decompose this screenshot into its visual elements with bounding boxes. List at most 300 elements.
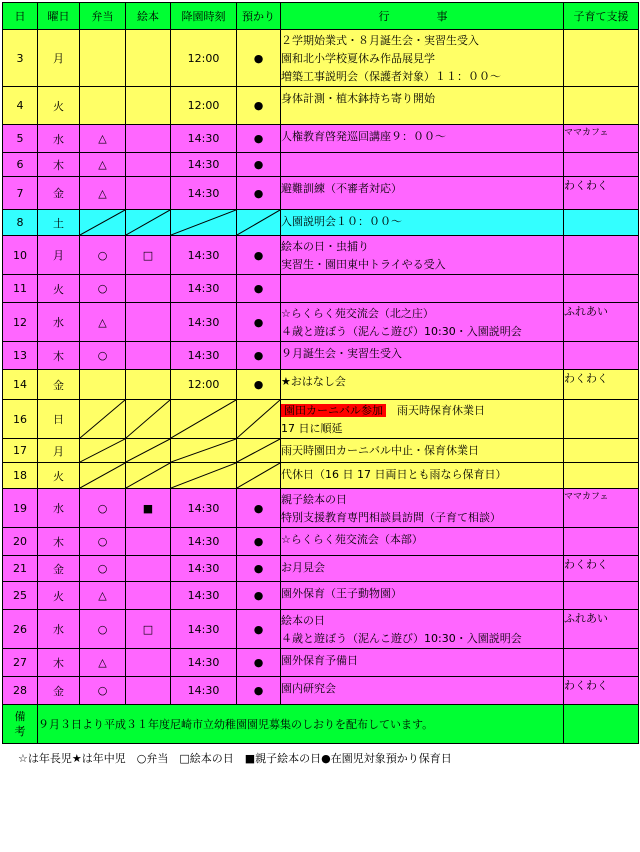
weekday-cell-text: 水 [53,132,64,146]
childcare-cell [237,236,281,275]
day-cell-text: 28 [13,684,27,697]
bento-cell-text: ○ [97,622,108,636]
parenting-support-cell [564,303,639,342]
weekday-cell [38,342,80,370]
event-line [281,402,563,420]
bento-cell-text: ○ [97,562,108,575]
events-cell [281,370,564,400]
day-cell-text: 26 [13,622,27,636]
weekday-cell-text: 火 [53,99,64,113]
weekday-cell-text: 木 [53,535,64,549]
weekday-cell-text: 月 [53,249,64,262]
dismissal-time-cell [171,303,237,342]
diagonal-line-stroke [126,439,170,462]
childcare-cell-text: ● [253,501,264,515]
day-cell-text: 25 [13,589,27,602]
diagonal-line-stroke [80,210,125,235]
bento-cell [80,177,126,210]
diagonal-line [171,210,236,235]
day-cell [3,303,38,342]
events-cell [281,87,564,125]
diagonal-line [80,439,125,462]
schedule-row [3,528,639,556]
events-cell [281,400,564,439]
day-cell [3,556,38,582]
schedule-row [3,463,639,489]
bento-cell [80,125,126,153]
day-cell [3,125,38,153]
dismissal-time-cell [171,275,237,303]
parenting-support-cell [564,177,639,210]
events-cell [281,582,564,610]
remarks-label [3,705,38,744]
header-events: 行 事 [281,3,564,30]
event-highlight: 園田カーニバル参加 [281,404,386,417]
childcare-cell [237,400,281,439]
events-cell [281,275,564,303]
dismissal-time-cell [171,342,237,370]
childcare-cell [237,556,281,582]
picture-book-cell [126,528,171,556]
weekday-cell [38,153,80,177]
parenting-support-cell [564,463,639,489]
schedule-row [3,303,639,342]
parenting-support-text: ママカフェ [564,492,609,502]
events-cell [281,30,564,87]
childcare-cell-text: ● [253,99,264,112]
childcare-cell-text: ● [253,535,264,548]
event-line [281,278,563,296]
weekday-cell-text: 金 [53,378,64,392]
day-cell [3,610,38,649]
day-cell-text: 18 [13,469,27,482]
day-cell [3,87,38,125]
dismissal-time-cell [171,177,237,210]
schedule-row [3,342,639,370]
schedule-row [3,177,639,210]
bento-cell-text: ○ [97,684,108,697]
weekday-cell [38,125,80,153]
dismissal-time-cell [171,87,237,125]
weekday-cell-text: 月 [53,444,64,458]
event-line: 人権教育啓発巡回講座９：００～ [281,130,446,143]
day-cell-text: 4 [16,99,24,112]
weekday-cell-text: 月 [53,52,64,65]
bento-cell [80,370,126,400]
childcare-cell [237,210,281,236]
day-cell [3,177,38,210]
event-line: 代休日（16 日 17 日両日とも雨なら保育日） [281,468,507,481]
bento-cell-text: △ [98,589,107,602]
weekday-cell-text: 土 [53,216,64,230]
parenting-support-text: ふれあい [564,305,608,318]
remarks-label-text: 備考 [14,710,26,738]
picture-book-cell [126,439,171,463]
bento-cell [80,400,126,439]
picture-book-cell [126,275,171,303]
weekday-cell [38,177,80,210]
day-cell [3,489,38,528]
diagonal-line-stroke [171,400,236,438]
event-line: 入園説明会１０：００～ [281,215,402,228]
dismissal-time-cell-text: 14:30 [187,158,220,171]
childcare-cell [237,370,281,400]
event-line: 実習生・園田東中トライやる受入 [281,258,446,271]
schedule-row [3,370,639,400]
parenting-support-text: わくわく [564,558,608,571]
events-cell [281,342,564,370]
day-cell-text: 14 [13,378,27,391]
diagonal-line-stroke [237,210,280,235]
weekday-cell-text: 金 [53,684,64,698]
day-cell [3,582,38,610]
event-line: ☆らくらく苑交流会（本部） [281,533,423,546]
remarks-row [3,705,639,744]
childcare-cell [237,153,281,177]
header-bento: 弁当 [80,3,126,30]
weekday-cell [38,275,80,303]
bento-cell-text: ○ [97,501,108,515]
events-cell [281,153,564,177]
weekday-cell [38,30,80,87]
event-line: ★おはなし会 [281,375,346,388]
dismissal-time-cell [171,610,237,649]
event-line: お月見会 [281,561,325,574]
schedule-row [3,489,639,528]
diagonal-line-stroke [80,463,125,488]
bento-cell [80,610,126,649]
day-cell [3,370,38,400]
childcare-cell-text: ● [253,562,264,575]
picture-book-cell [126,210,171,236]
day-cell [3,210,38,236]
childcare-cell [237,30,281,87]
picture-book-cell [126,87,171,125]
dismissal-time-cell [171,125,237,153]
bento-cell [80,489,126,528]
parenting-support-cell [564,528,639,556]
dismissal-time-cell [171,236,237,275]
schedule-row [3,582,639,610]
childcare-cell [237,610,281,649]
diagonal-line [80,463,125,488]
diagonal-line-stroke [237,400,280,438]
weekday-cell [38,528,80,556]
diagonal-line-stroke [80,400,125,438]
dismissal-time-cell [171,649,237,677]
bento-cell [80,342,126,370]
weekday-cell [38,463,80,489]
event-line: 特別支援教育専門相談員訪問（子育て相談） [281,511,501,524]
weekday-cell-text: 金 [53,187,64,200]
day-cell [3,649,38,677]
header-dismissal-time: 降園時刻 [171,3,237,30]
event-line: ２学期始業式・８月誕生会・実習生受入 [281,34,479,47]
childcare-cell [237,463,281,489]
event-line: 避難訓練（不審者対応） [281,182,402,195]
event-line: 絵本の日 [281,614,325,627]
event-line: ☆らくらく苑交流会（北之庄） [281,307,434,320]
events-cell [281,528,564,556]
bento-cell-text: ○ [97,248,108,262]
weekday-cell [38,582,80,610]
dismissal-time-cell-text: 12:00 [187,51,220,65]
childcare-cell [237,125,281,153]
events-cell [281,303,564,342]
legend: ☆は年長児★は年中児 ○弁当 □絵本の日 ■親子絵本の日●在園児対象預かり保育日 [18,752,452,765]
dismissal-time-cell-text: 14:30 [187,186,220,200]
childcare-cell-text: ● [253,589,264,602]
childcare-cell [237,439,281,463]
bento-cell-text: △ [98,656,107,669]
day-cell [3,342,38,370]
events-cell [281,236,564,275]
schedule-row [3,236,639,275]
schedule-row [3,556,639,582]
header-parenting-support: 子育て支援 [564,3,639,30]
event-line-text: 雨天時保育休業日 [386,404,485,417]
day-cell-text: 5 [16,132,24,145]
parenting-support-cell [564,210,639,236]
day-cell [3,463,38,489]
childcare-cell-text: ● [253,282,264,295]
parenting-support-cell [564,236,639,275]
parenting-support-text: わくわく [564,679,608,692]
childcare-cell [237,677,281,705]
event-line: 園外保育（王子動物園） [281,587,402,600]
diagonal-line-stroke [126,400,170,438]
childcare-cell-text: ● [253,158,264,171]
schedule-row [3,125,639,153]
day-cell-text: 6 [16,158,24,171]
dismissal-time-cell-text: 14:30 [187,132,220,145]
dismissal-time-cell-text: 14:30 [187,248,220,262]
diagonal-line-stroke [237,439,280,462]
diagonal-line [237,400,280,438]
dismissal-time-cell [171,370,237,400]
day-cell [3,528,38,556]
childcare-cell [237,177,281,210]
picture-book-cell-text: □ [142,248,154,262]
bento-cell-text: △ [98,132,107,145]
weekday-cell [38,303,80,342]
diagonal-line [80,210,125,235]
event-line: ４歳と遊ぼう（泥んこ遊び）10:30・入園説明会 [281,325,522,338]
schedule-row [3,677,639,705]
childcare-cell [237,528,281,556]
events-cell [281,489,564,528]
parenting-support-cell [564,489,639,528]
weekday-cell [38,370,80,400]
parenting-support-cell [564,649,639,677]
header-day: 日 [3,3,38,30]
dismissal-time-cell-text: 14:30 [187,315,220,329]
bento-cell [80,303,126,342]
weekday-cell [38,439,80,463]
day-cell-text: 21 [13,562,27,575]
childcare-cell [237,342,281,370]
weekday-cell-text: 水 [53,316,64,329]
childcare-cell-text: ● [253,656,264,669]
picture-book-cell [126,30,171,87]
day-cell-text: 16 [13,412,27,426]
diagonal-line [80,400,125,438]
events-cell [281,610,564,649]
schedule-page [2,2,638,766]
remarks-empty-cell [564,705,639,744]
weekday-cell [38,649,80,677]
picture-book-cell [126,556,171,582]
event-line [281,156,563,174]
weekday-cell-text: 火 [53,589,64,603]
weekday-cell [38,236,80,275]
diagonal-line [171,400,236,438]
day-cell [3,236,38,275]
parenting-support-text: わくわく [564,372,608,385]
weekday-cell [38,610,80,649]
childcare-cell-text: ● [253,349,264,362]
picture-book-cell [126,610,171,649]
dismissal-time-cell-text: 14:30 [187,349,220,362]
day-cell-text: 7 [16,186,24,200]
diagonal-line-stroke [126,210,170,235]
schedule-row [3,649,639,677]
day-cell [3,677,38,705]
dismissal-time-cell [171,439,237,463]
parenting-support-cell [564,400,639,439]
dismissal-time-cell [171,153,237,177]
childcare-cell [237,489,281,528]
childcare-cell [237,275,281,303]
bento-cell-text: ○ [97,535,108,548]
bento-cell [80,439,126,463]
events-cell [281,556,564,582]
bento-cell-text: △ [98,315,107,329]
weekday-cell-text: 火 [53,469,64,483]
bento-cell [80,649,126,677]
diagonal-line [126,463,170,488]
day-cell [3,275,38,303]
schedule-row [3,275,639,303]
event-line: 園外保育予備日 [281,654,358,667]
bento-cell [80,236,126,275]
day-cell-text: 27 [13,656,27,669]
weekday-cell-text: 金 [53,562,64,576]
monthly-schedule-table [2,2,639,744]
picture-book-cell-text: □ [142,622,154,636]
childcare-cell [237,649,281,677]
diagonal-line-stroke [80,439,125,462]
dismissal-time-cell-text: 14:30 [187,535,220,548]
dismissal-time-cell [171,489,237,528]
schedule-row [3,610,639,649]
childcare-cell-text: ● [253,248,264,262]
diagonal-line-stroke [171,463,236,488]
parenting-support-cell [564,30,639,87]
header-row [3,3,639,30]
diagonal-line [237,439,280,462]
picture-book-cell [126,236,171,275]
childcare-cell [237,582,281,610]
diagonal-line-stroke [237,463,280,488]
dismissal-time-cell [171,463,237,489]
weekday-cell [38,87,80,125]
dismissal-time-cell-text: 14:30 [187,589,220,602]
day-cell-text: 19 [13,501,27,515]
dismissal-time-cell [171,210,237,236]
diagonal-line [171,463,236,488]
event-line: 親子絵本の日 [281,493,347,506]
dismissal-time-cell-text: 14:30 [187,282,220,295]
picture-book-cell [126,582,171,610]
diagonal-line [126,439,170,462]
event-line: ４歳と遊ぼう（泥んこ遊び）10:30・入園説明会 [281,632,522,645]
event-line: 園和北小学校夏休み作品展見学 [281,52,435,65]
day-cell [3,153,38,177]
parenting-support-cell [564,370,639,400]
picture-book-cell [126,649,171,677]
event-line: 園内研究会 [281,682,336,695]
parenting-support-cell [564,582,639,610]
schedule-row [3,87,639,125]
parenting-support-text: わくわく [564,179,608,192]
bento-cell [80,677,126,705]
diagonal-line-stroke [126,463,170,488]
day-cell-text: 20 [13,535,27,548]
bento-cell [80,556,126,582]
day-cell [3,400,38,439]
childcare-cell-text: ● [253,378,264,391]
day-cell-text: 13 [13,349,27,362]
header-childcare: 預かり [237,3,281,30]
events-cell [281,649,564,677]
parenting-support-cell [564,342,639,370]
header-picture-book: 絵本 [126,3,171,30]
event-line: 身体計測・植木鉢持ち寄り開始 [281,92,435,105]
dismissal-time-cell-text: 14:30 [187,684,220,697]
dismissal-time-cell-text: 14:30 [187,501,220,515]
parenting-support-cell [564,556,639,582]
diagonal-line [237,463,280,488]
weekday-cell-text: 水 [53,502,64,515]
dismissal-time-cell-text: 14:30 [187,656,220,669]
childcare-cell-text: ● [253,51,264,65]
parenting-support-cell [564,87,639,125]
childcare-cell-text: ● [253,684,264,697]
bento-cell [80,463,126,489]
event-line: 増築工事説明会（保護者対象）１１：００～ [281,70,501,83]
picture-book-cell [126,370,171,400]
parenting-support-text: ふれあい [564,612,608,625]
dismissal-time-cell [171,30,237,87]
events-cell [281,125,564,153]
dismissal-time-cell-text: 14:30 [187,562,220,575]
bento-cell [80,153,126,177]
weekday-cell [38,556,80,582]
weekday-cell [38,677,80,705]
bento-cell [80,87,126,125]
picture-book-cell [126,463,171,489]
picture-book-cell [126,342,171,370]
dismissal-time-cell [171,677,237,705]
day-cell-text: 10 [13,248,27,262]
diagonal-line [237,210,280,235]
weekday-cell-text: 日 [53,413,64,426]
bento-cell-text: ○ [97,349,108,362]
schedule-row [3,210,639,236]
weekday-cell-text: 木 [53,158,64,172]
childcare-cell [237,87,281,125]
